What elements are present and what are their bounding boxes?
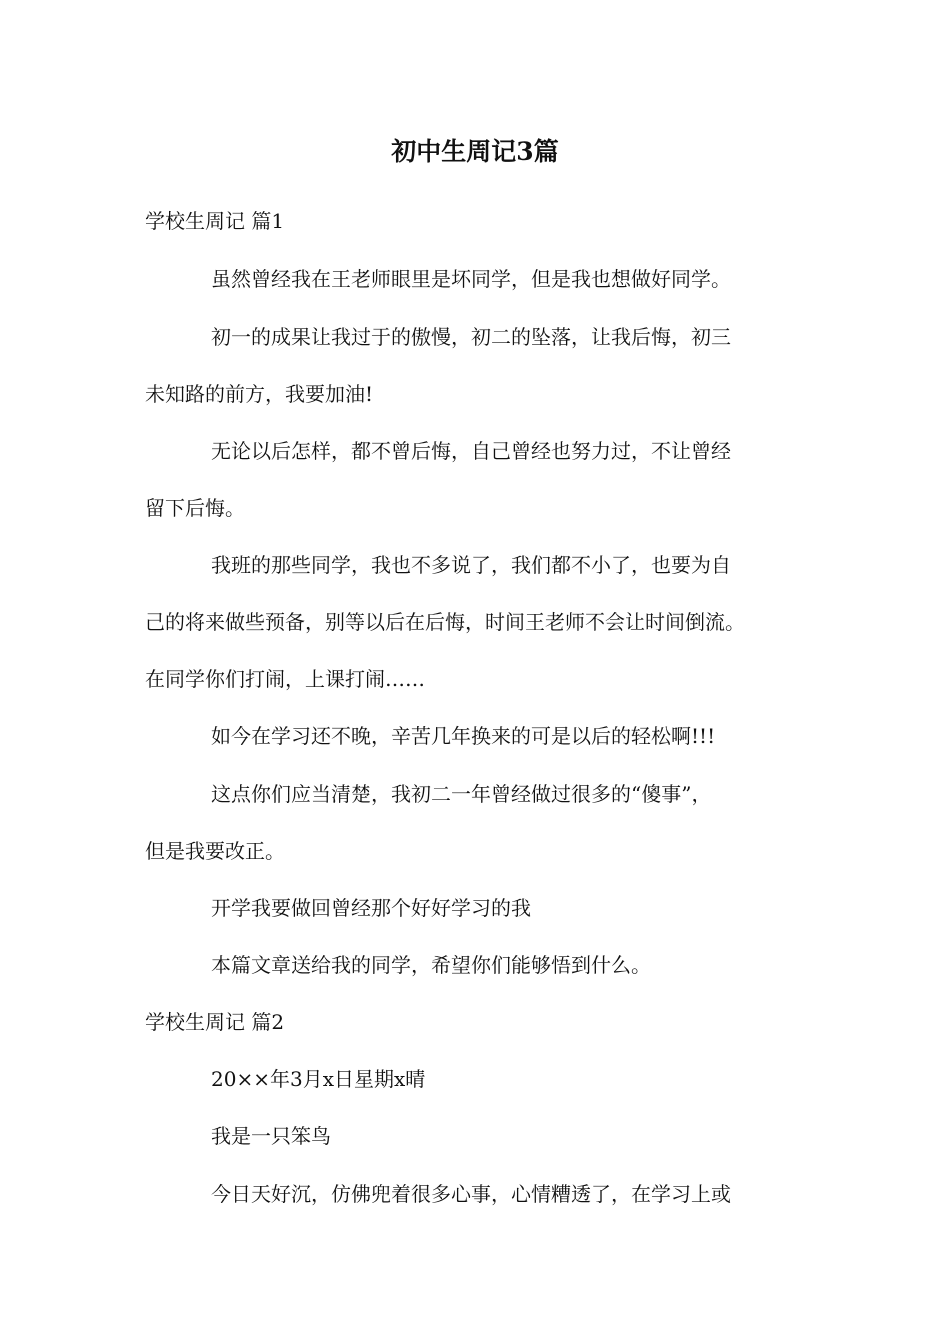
paragraph-text: 我班的那些同学，我也不多说了，我们都不小了，也要为自 <box>211 553 731 577</box>
paragraph-text: 无论以后怎样，都不曾后悔，自己曾经也努力过，不让曾经 <box>211 439 731 463</box>
paragraph-text: 己的将来做些预备，别等以后在后悔，时间王老师不会让时间倒流。 <box>145 610 745 634</box>
paragraph-text: 但是我要改正。 <box>145 839 285 863</box>
paragraph-text: 如今在学习还不晚，辛苦几年换来的可是以后的轻松啊!!! <box>211 724 716 748</box>
paragraph-text: 开学我要做回曾经那个好好学习的我 <box>211 896 531 920</box>
diary-subtitle: 我是一只笨鸟 <box>211 1124 331 1148</box>
diary-date: 20××年3月x日星期x晴 <box>211 1067 426 1091</box>
paragraph-text: 留下后悔。 <box>145 496 245 520</box>
paragraph-text: 今日天好沉，仿佛兜着很多心事，心情糟透了，在学习上或 <box>211 1182 731 1206</box>
paragraph-text: 这点你们应当清楚，我初二一年曾经做过很多的“傻事”， <box>211 782 712 806</box>
paragraph-text: 未知路的前方，我要加油! <box>145 382 374 406</box>
paragraph-text: 虽然曾经我在王老师眼里是坏同学，但是我也想做好同学。 <box>211 267 731 291</box>
document-title: 初中生周记3篇 <box>391 137 559 166</box>
section-heading-2: 学校生周记 篇2 <box>145 1010 285 1034</box>
paragraph-text: 初一的成果让我过于的傲慢，初二的坠落，让我后悔，初三 <box>211 325 731 349</box>
paragraph-text: 在同学你们打闹，上课打闹…… <box>145 667 425 691</box>
paragraph-text: 本篇文章送给我的同学，希望你们能够悟到什么。 <box>211 953 651 977</box>
section-heading-1: 学校生周记 篇1 <box>145 209 285 233</box>
